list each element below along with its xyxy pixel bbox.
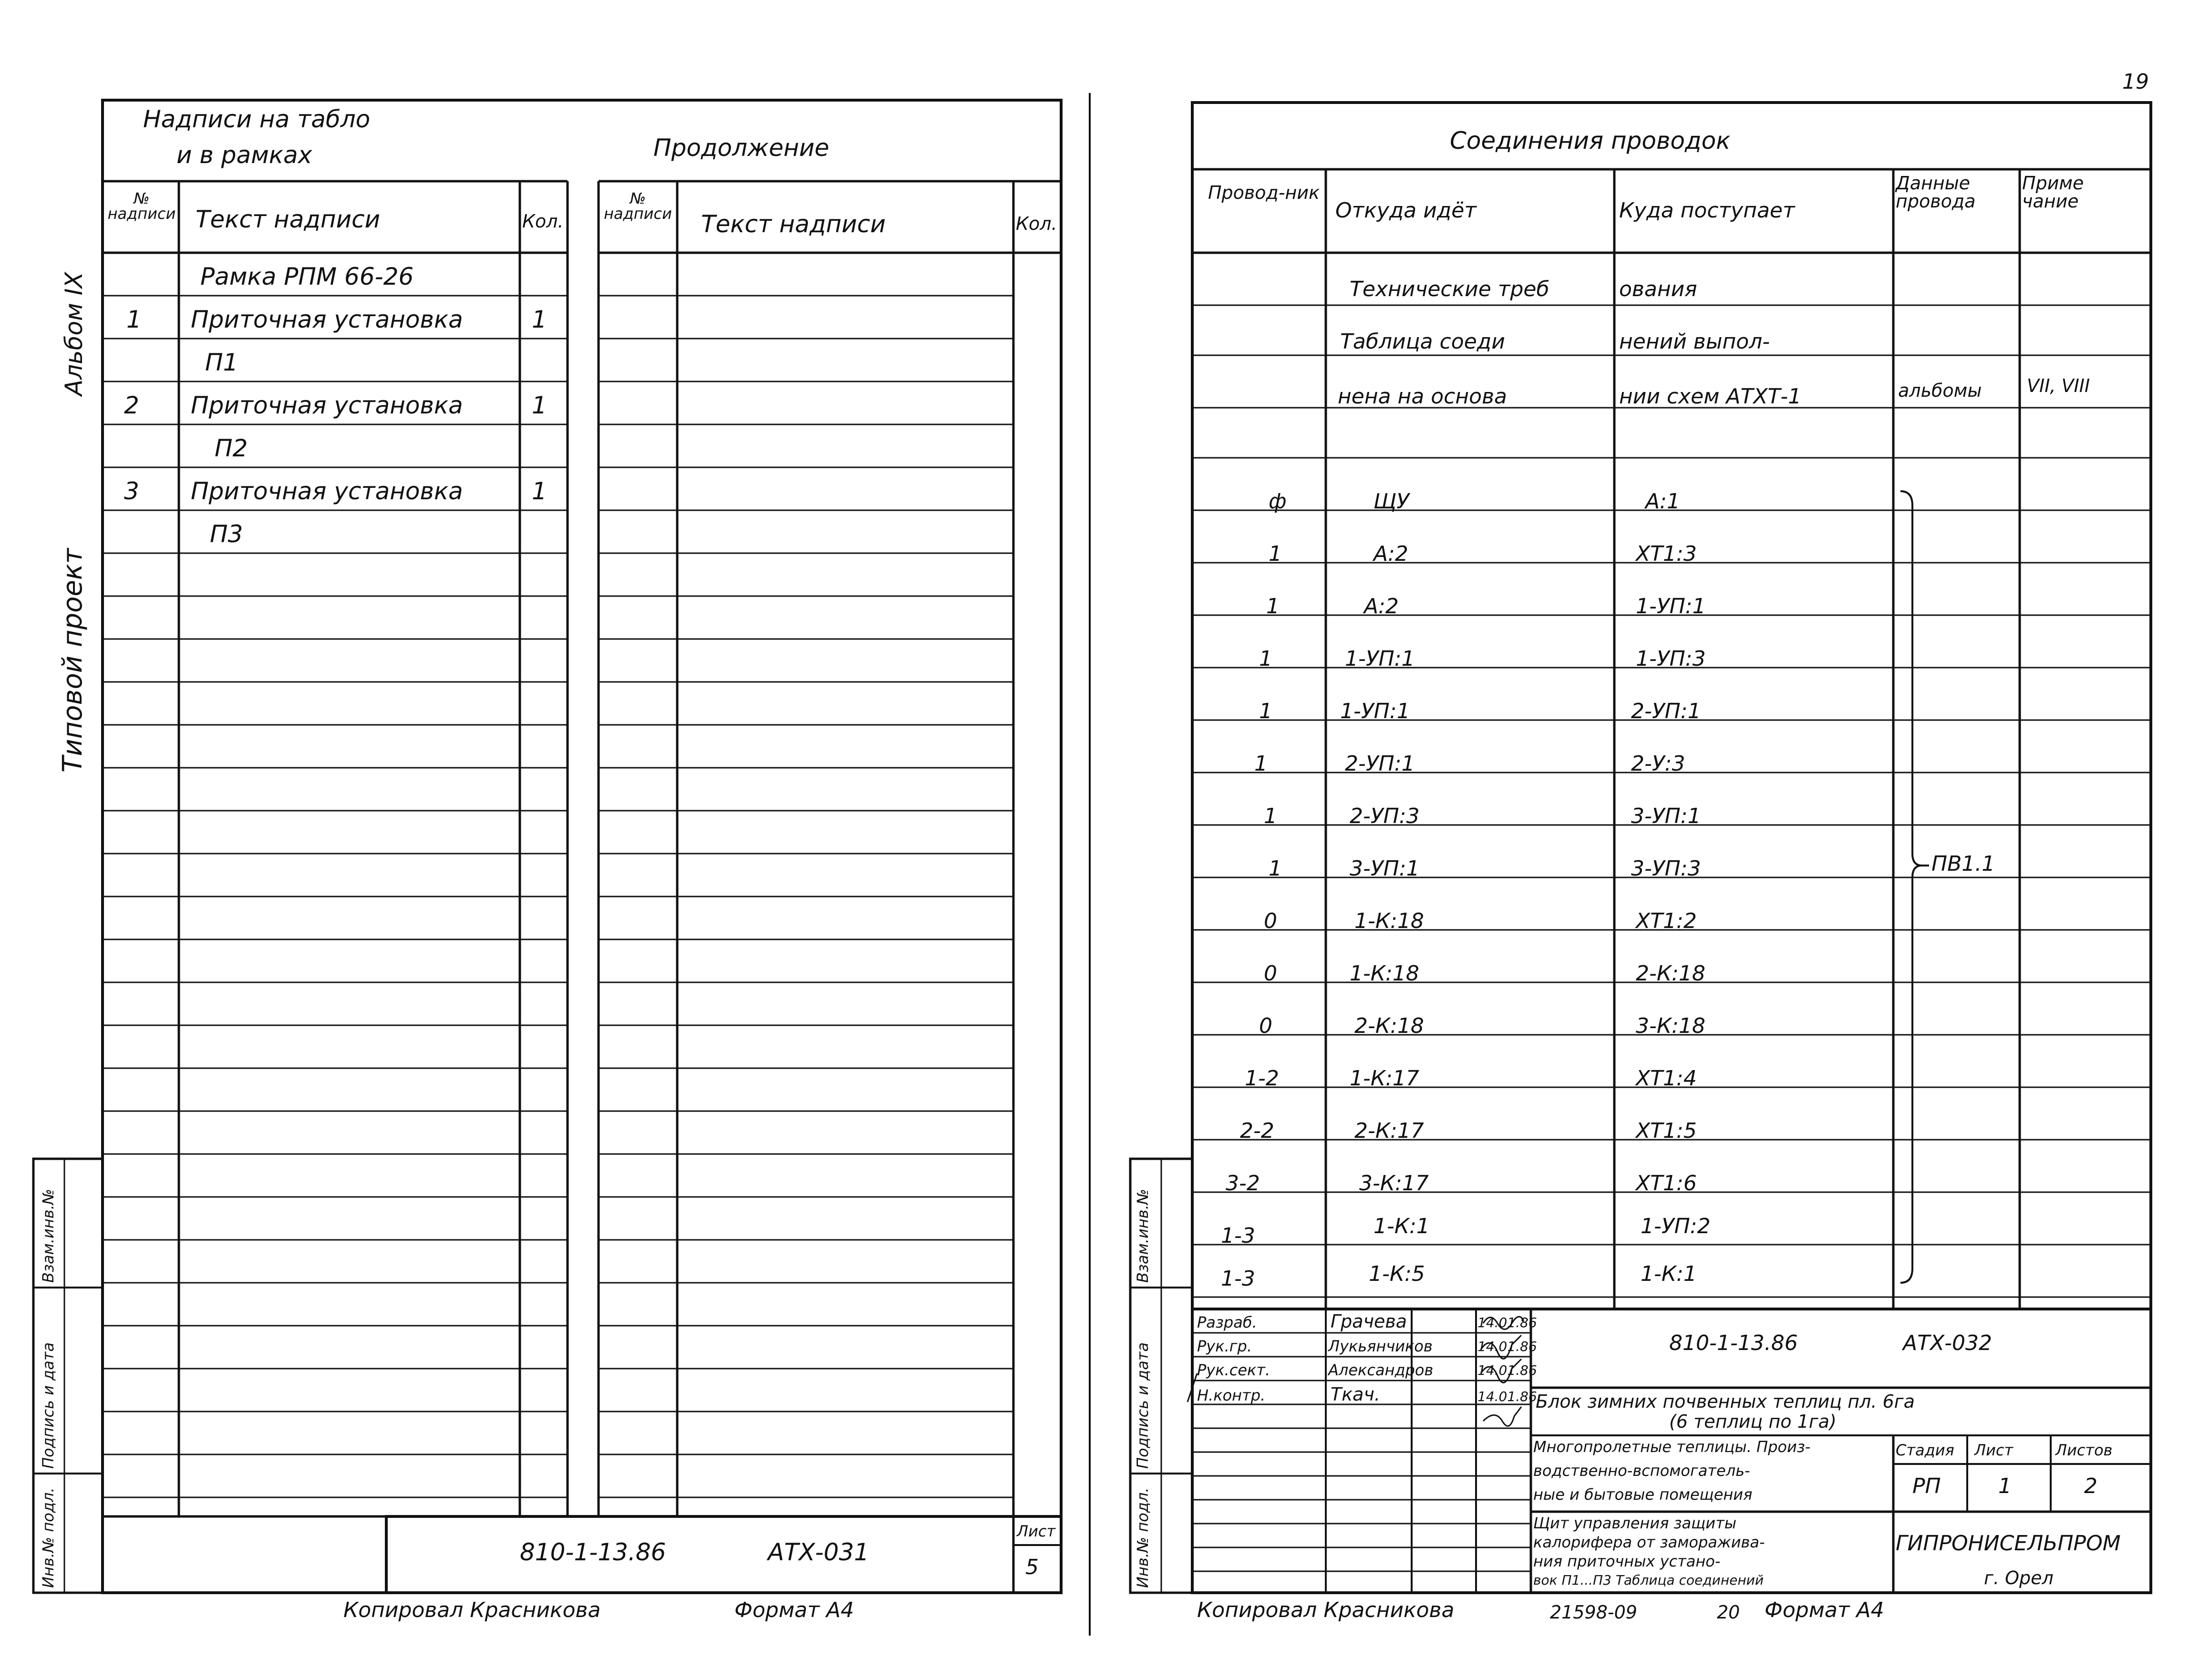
connection-from: 1-К:18 [1350, 961, 1419, 986]
left-col-text-header: Текст надписи [196, 206, 381, 233]
right-footer-order: 21598-09 [1550, 1602, 1637, 1623]
left-sheet-label: Лист [1017, 1522, 1056, 1540]
wire-brand: ПВ1.1 [1931, 852, 1995, 876]
left-col-text-header-2: Текст надписи [701, 210, 886, 238]
left-row-qty: 1 [532, 392, 547, 419]
connection-to: ХТ1:2 [1636, 909, 1697, 933]
connection-wire: 1 [1254, 752, 1268, 776]
left-col-qty-header: Кол. [522, 211, 564, 232]
connection-to: ХТ1:4 [1636, 1066, 1697, 1091]
connection-wire: 1-3 [1221, 1224, 1255, 1248]
connection-wire: 1-3 [1221, 1267, 1255, 1291]
role-label: Рук.сект. [1197, 1361, 1270, 1379]
right-stamp-inv-orig: Инв.№ подл. [1134, 1487, 1152, 1588]
connection-to: 2-УП:1 [1631, 699, 1701, 723]
role-name: Грачева [1331, 1311, 1407, 1332]
connection-wire: ф [1269, 489, 1287, 514]
req-line2-to: нений выпол- [1619, 330, 1770, 354]
sheets-value: 2 [2084, 1474, 2097, 1498]
right-title: Соединения проводок [1450, 127, 1731, 155]
left-row-text: Рамка РПМ 66-26 [200, 263, 414, 290]
right-doc-code: 810-1-13.86 [1669, 1331, 1798, 1355]
right-col-to-header: Куда поступает [1619, 198, 1795, 223]
left-col-num-header-2: № надписи [604, 189, 672, 223]
connection-from: ЩУ [1373, 489, 1409, 514]
connection-to: 2-К:18 [1636, 961, 1705, 986]
connection-to: 1-К:1 [1641, 1262, 1697, 1286]
left-row-text: Приточная установка [191, 392, 463, 419]
left-col-qty-header-2: Кол. [1016, 213, 1057, 234]
connection-to: 3-УП:3 [1631, 856, 1701, 881]
connection-wire: 1 [1264, 804, 1277, 828]
left-title-line2: и в рамках [176, 141, 312, 169]
role-date: 14.01.86 [1477, 1362, 1537, 1378]
right-doc-number: АТХ-032 [1903, 1331, 1992, 1355]
connection-to: 1-УП:2 [1641, 1214, 1711, 1238]
req-line1-from: Технические треб [1350, 277, 1549, 301]
connection-to: ХТ1:3 [1636, 542, 1697, 566]
connection-from: 1-УП:1 [1340, 699, 1410, 723]
role-label: Разраб. [1197, 1313, 1257, 1331]
left-continuation: Продолжение [653, 134, 829, 162]
org-name: ГИПРОНИСЕЛЬПРОМ [1896, 1531, 2121, 1556]
connection-from: 1-К:5 [1369, 1262, 1425, 1286]
connection-to: 3-УП:1 [1631, 804, 1701, 828]
left-footer-format: Формат А4 [734, 1598, 854, 1622]
right-col-wire-header: Провод-ник [1208, 182, 1320, 203]
connection-from: А:2 [1364, 594, 1399, 618]
sheet-label: Лист [1974, 1441, 2013, 1459]
connection-from: 3-УП:1 [1350, 856, 1420, 881]
right-col-note-header: Приме чание [2022, 173, 2084, 212]
connection-wire: 0 [1264, 909, 1277, 933]
album-label: Альбом IX [60, 272, 88, 396]
left-row-text: П2 [215, 434, 248, 462]
connection-to: 3-К:18 [1636, 1014, 1705, 1038]
role-name: Ткач. [1331, 1384, 1380, 1405]
left-row-qty: 1 [532, 306, 547, 333]
right-footer-copied: Копировал Красникова [1197, 1598, 1455, 1622]
left-stamp-inv-orig: Инв.№ подл. [39, 1487, 57, 1588]
building-line2: водственно-вспомогатель- [1533, 1462, 1750, 1480]
left-row-text: Приточная установка [191, 306, 463, 333]
connection-from: А:2 [1373, 542, 1408, 566]
doc-line1: Щит управления защиты [1533, 1514, 1736, 1532]
connection-wire: 2-2 [1240, 1119, 1274, 1143]
role-date: 14.01.86 [1477, 1315, 1537, 1330]
connection-wire: 1 [1269, 856, 1282, 881]
connection-to: 1-УП:3 [1636, 647, 1706, 671]
role-label: Рук.гр. [1197, 1337, 1252, 1355]
connection-wire: 1 [1259, 647, 1272, 671]
left-footer-copied: Копировал Красникова [343, 1598, 601, 1622]
req-line3-from: нена на основа [1338, 384, 1507, 409]
left-doc-code: 810-1-13.86 [520, 1538, 666, 1566]
req-line3-note: VII, VIII [2027, 375, 2090, 396]
right-stamp-sign-date: Подпись и дата [1134, 1342, 1152, 1469]
left-title-line1: Надписи на табло [143, 105, 371, 133]
left-sheet-num: 5 [1025, 1555, 1039, 1579]
doc-line3: ния приточных устано- [1533, 1552, 1721, 1570]
req-line3-data: альбомы [1898, 380, 1982, 401]
connection-to: 2-У:3 [1631, 752, 1685, 776]
left-row-text: П1 [205, 349, 238, 376]
right-footer-format: Формат А4 [1765, 1598, 1884, 1622]
left-stamp-inv-replace: Взам.инв.№ [39, 1189, 57, 1283]
left-row-num: 2 [124, 392, 139, 419]
connection-from: 2-К:18 [1354, 1014, 1424, 1038]
left-row-qty: 1 [532, 477, 547, 505]
connection-from: 1-К:18 [1354, 909, 1424, 933]
right-stamp-inv-replace: Взам.инв.№ [1134, 1189, 1152, 1283]
connection-wire: 0 [1259, 1014, 1272, 1038]
right-col-data-header: Данные провода [1896, 173, 1976, 212]
connection-wire: 1 [1269, 542, 1282, 566]
left-row-num: 3 [124, 477, 139, 505]
sheets-label: Листов [2055, 1441, 2113, 1459]
connection-to: ХТ1:6 [1636, 1171, 1697, 1196]
object-line1: Блок зимних почвенных теплиц пл. 6га [1536, 1391, 1915, 1412]
connection-to: А:1 [1645, 489, 1680, 514]
left-row-text: П3 [210, 520, 243, 548]
object-line2: (6 теплиц по 1га) [1669, 1411, 1837, 1432]
connection-from: 2-УП:3 [1350, 804, 1420, 828]
left-doc-number: АТХ-031 [768, 1538, 869, 1566]
connection-from: 2-УП:1 [1345, 752, 1415, 776]
connection-from: 2-К:17 [1354, 1119, 1424, 1143]
building-line3: ные и бытовые помещения [1533, 1485, 1753, 1504]
right-footer-copy-num: 20 [1717, 1602, 1740, 1623]
connection-to: 1-УП:1 [1636, 594, 1706, 618]
stage-label: Стадия [1896, 1441, 1954, 1459]
role-label: Н.контр. [1197, 1386, 1266, 1404]
connection-wire: 3-2 [1226, 1171, 1260, 1196]
role-date: 14.01.86 [1477, 1389, 1537, 1404]
connection-from: 1-К:17 [1350, 1066, 1419, 1091]
org-city: г. Орел [1984, 1567, 2054, 1588]
left-col-num-header: № надписи [107, 189, 176, 223]
stage-value: РП [1912, 1474, 1941, 1498]
req-line1-to: ования [1619, 277, 1697, 301]
page-number: 19 [2122, 70, 2149, 94]
project-label: Типовой проект [57, 548, 88, 773]
connection-from: 1-К:1 [1373, 1214, 1430, 1238]
connection-wire: 1 [1266, 594, 1280, 618]
connection-wire: 1-2 [1245, 1066, 1279, 1091]
connection-wire: 0 [1264, 961, 1277, 986]
role-name: Александров [1328, 1361, 1434, 1379]
req-line2-from: Таблица соеди [1340, 330, 1505, 354]
left-row-text: Приточная установка [191, 477, 463, 505]
req-line3-to: нии схем АТХТ-1 [1619, 384, 1802, 409]
right-col-from-header: Откуда идёт [1335, 198, 1477, 223]
connection-from: 1-УП:1 [1345, 647, 1415, 671]
role-name: Лукьянчиков [1328, 1337, 1433, 1355]
doc-line2: калорифера от заморажива- [1533, 1533, 1765, 1551]
building-line1: Многопролетные теплицы. Произ- [1533, 1438, 1811, 1456]
sheet-value: 1 [1998, 1474, 2012, 1498]
left-row-num: 1 [126, 306, 142, 333]
connection-from: 3-К:17 [1359, 1171, 1429, 1196]
role-date: 14.01.86 [1477, 1339, 1537, 1354]
connection-to: ХТ1:5 [1636, 1119, 1697, 1143]
connection-wire: 1 [1259, 699, 1272, 723]
left-stamp-sign-date: Подпись и дата [39, 1342, 57, 1469]
doc-line4: вок П1...П3 Таблица соединений [1533, 1572, 1764, 1588]
